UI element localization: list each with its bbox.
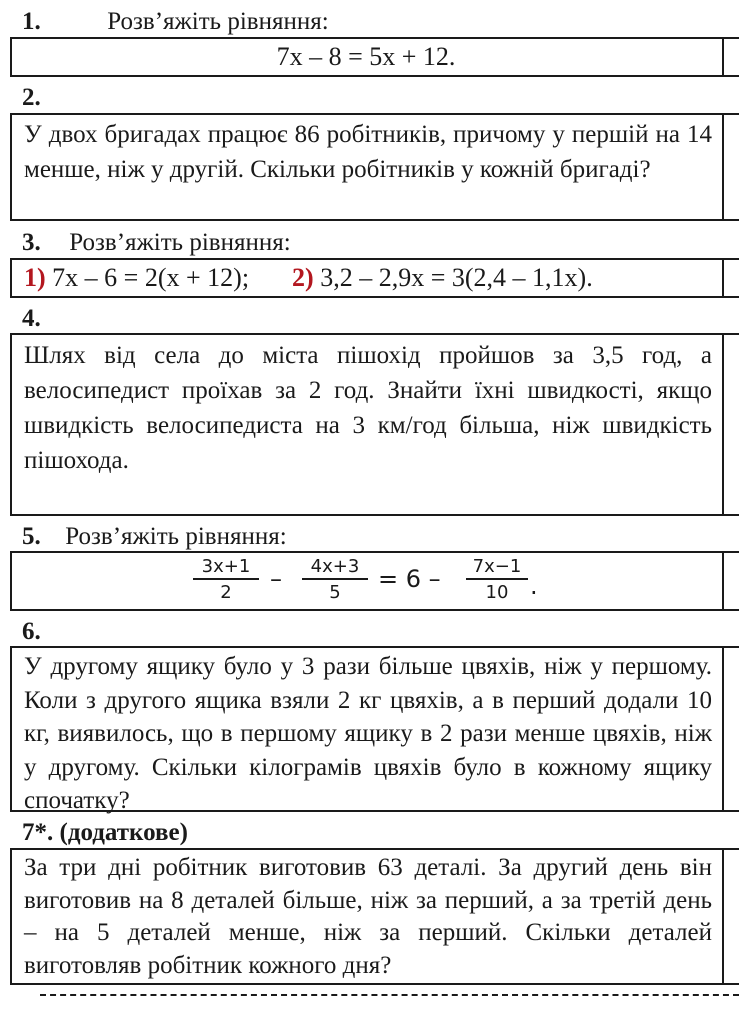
task3-equations: [24, 262, 593, 294]
task5-fraction-1: [193, 556, 259, 603]
task3-header: [22, 229, 291, 257]
task5-frac3-denominator: 10: [485, 582, 509, 603]
task3-eq2-label: 2): [292, 263, 314, 292]
column-divider: [722, 551, 724, 611]
task6-text: У другому ящику було у 3 рази більше цвяхів, ніж у першому. Коли з другого ящика взяли 2 кг цвяхів, а в перший додали 10 кг, виявилось, що в першому ящику в 2 рази менше цвяхів, ніж у другому. Скільки кілограмів цвяхів було в кожному ящику спочатку?: [24, 653, 712, 814]
task1-title: Розв’яжіть рівняння:: [107, 8, 329, 35]
task1-header: [22, 8, 329, 36]
column-divider: [722, 848, 724, 985]
task2-number: 2.: [22, 84, 41, 111]
task1-equation: 7x – 8 = 5x + 12.: [276, 42, 456, 71]
task3-number: 3.: [22, 229, 41, 256]
task6-number: 6.: [22, 618, 41, 645]
task3-title: Розв’яжіть рівняння:: [69, 229, 291, 256]
column-divider: [722, 258, 724, 298]
task5-equals: = 6 –: [378, 565, 441, 593]
task3-eq1-label: 1): [24, 263, 46, 292]
task7-text: За три дні робітник виготовив 63 деталі. За другий день він виготовив на 8 деталей більше, ніж за перший, а за третій день – на 5 деталей менше, ніж за перший. Скільки деталей виготовляв робітник кожного дня?: [24, 854, 712, 979]
task7-label: (додаткове): [59, 819, 188, 846]
task5-period: .: [530, 572, 538, 600]
task5-frac2-numerator: 4x+3: [310, 556, 360, 577]
task5-frac3-numerator: 7x−1: [472, 556, 522, 577]
task5-frac1-numerator: 3x+1: [201, 556, 251, 577]
task7-number: 7*.: [22, 819, 54, 846]
task6-header: [22, 618, 41, 646]
task5-header: [22, 523, 287, 551]
task5-box: [10, 551, 739, 611]
column-divider: [722, 37, 724, 77]
task3-eq2: 3,2 – 2,9x = 3(2,4 – 1,1x).: [320, 263, 593, 292]
column-divider: [722, 113, 724, 221]
column-divider: [722, 333, 724, 516]
task5-fraction-3: [466, 556, 528, 603]
task5-title: Розв’яжіть рівняння:: [65, 523, 287, 550]
task5-frac2-denominator: 5: [329, 582, 341, 603]
task7-header: [22, 819, 188, 847]
task5-frac1-denominator: 2: [220, 582, 232, 603]
task3-eq1: 7x – 6 = 2(x + 12);: [52, 263, 250, 292]
task1-number: 1.: [22, 8, 41, 35]
task4-number: 4.: [22, 305, 41, 332]
task2-header: [22, 84, 41, 112]
task2-text: У двох бригадах працює 86 робітників, причому у першій на 14 менше, ніж у другій. Скільки робітників у кожній бригаді?: [24, 121, 712, 183]
task5-minus: –: [270, 565, 282, 593]
task4-header: [22, 305, 41, 333]
task4-text: Шлях від села до міста пішохід пройшов за 3,5 год, а велосипедист проїхав за 2 год. Знайти їхні швидкості, якщо швидкість велосипедиста на 3 км/год більша, ніж швидкість пішохода.: [24, 342, 712, 474]
task5-number: 5.: [22, 523, 41, 550]
task5-fraction-2: [302, 556, 368, 603]
bottom-dashed-separator: [40, 994, 739, 996]
column-divider: [722, 646, 724, 812]
